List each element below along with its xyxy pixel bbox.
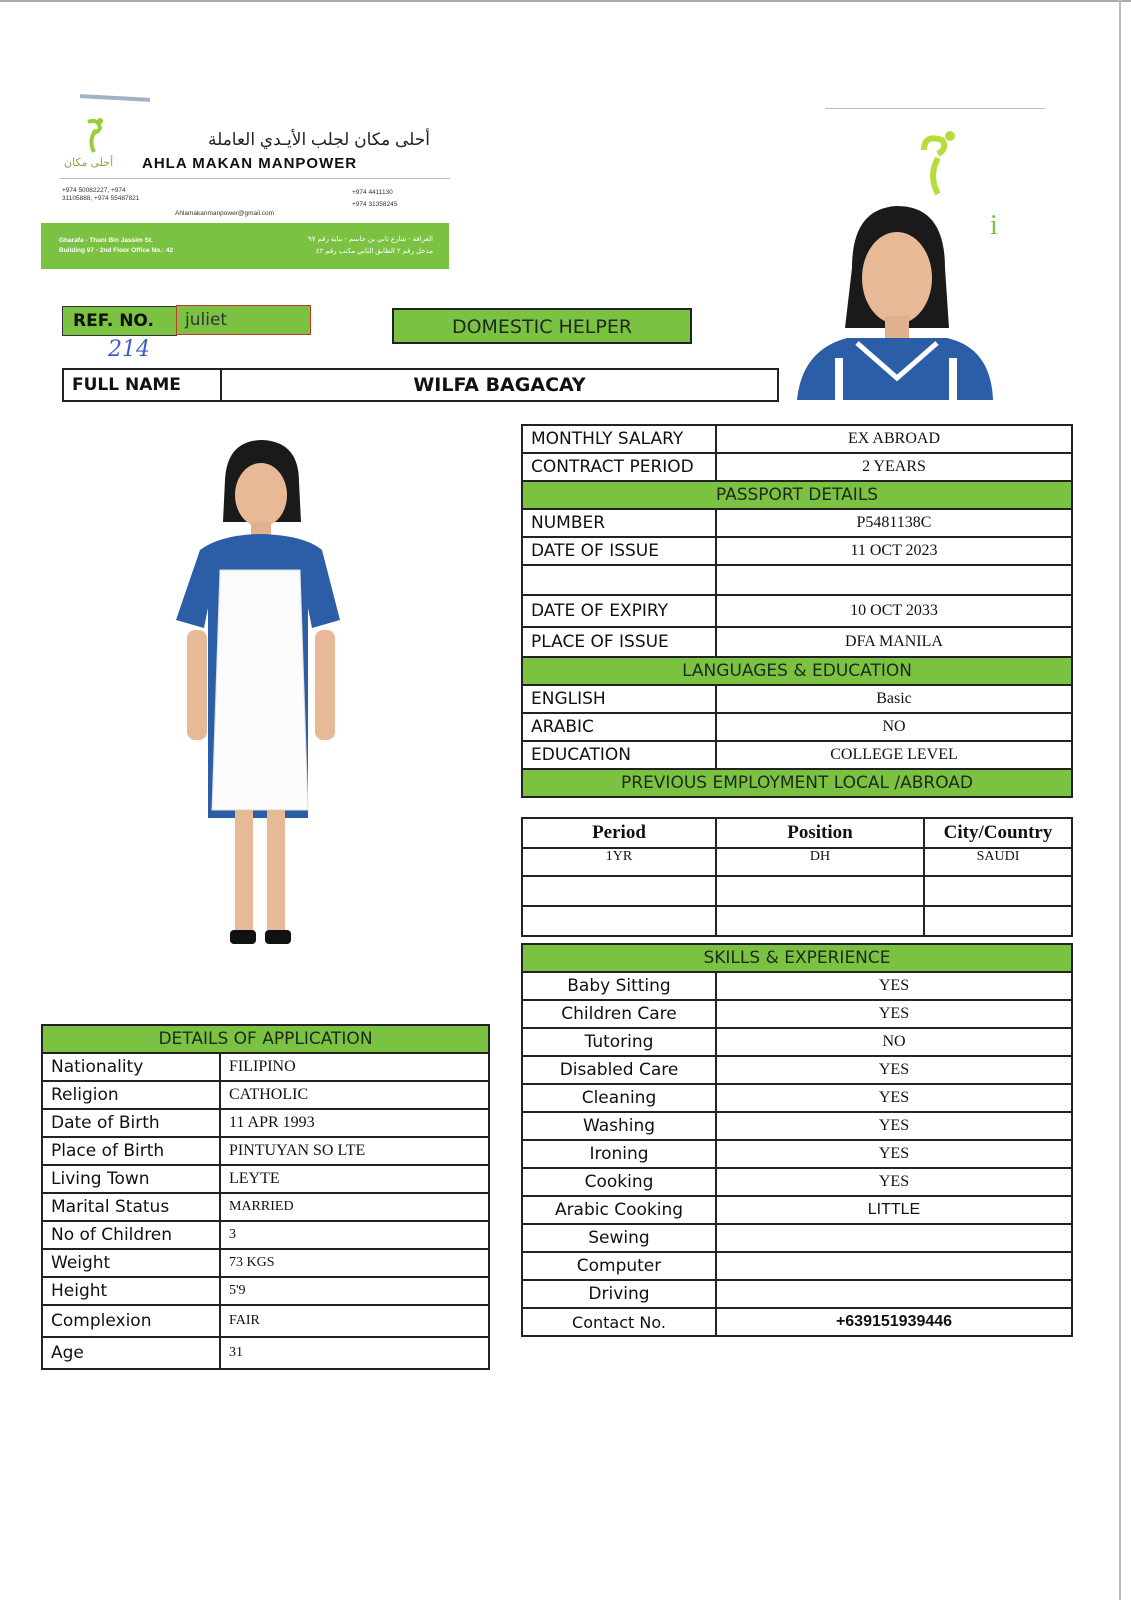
header-divider bbox=[60, 178, 450, 179]
skills-heading: SKILLS & EXPERIENCE bbox=[522, 944, 1072, 972]
empty-cell bbox=[924, 876, 1072, 906]
application-value: LEYTE bbox=[220, 1165, 489, 1193]
ref-label-box bbox=[62, 306, 177, 336]
salary-label: MONTHLY SALARY bbox=[522, 425, 716, 453]
ref-label: REF. NO. bbox=[73, 311, 154, 331]
skill-label: Ironing bbox=[522, 1140, 716, 1168]
application-label: Height bbox=[42, 1277, 220, 1305]
application-table bbox=[41, 1024, 490, 1370]
ref-value: juliet bbox=[185, 310, 228, 330]
employment-table bbox=[521, 817, 1073, 937]
company-name: AHLA MAKAN MANPOWER bbox=[142, 155, 358, 172]
application-value: FAIR bbox=[220, 1305, 489, 1337]
arabic-value: NO bbox=[716, 713, 1072, 741]
employment-col-city: City/Country bbox=[924, 818, 1072, 848]
application-label: Complexion bbox=[42, 1305, 220, 1337]
skill-label: Sewing bbox=[522, 1224, 716, 1252]
employment-heading: PREVIOUS EMPLOYMENT LOCAL /ABROAD bbox=[522, 769, 1072, 797]
full-name-value: WILFA BAGACAY bbox=[221, 369, 778, 401]
table-row bbox=[522, 848, 1072, 876]
job-title-box bbox=[392, 308, 692, 344]
skill-label: Computer bbox=[522, 1252, 716, 1280]
skills-table bbox=[521, 943, 1073, 1337]
employment-col-period: Period bbox=[522, 818, 716, 848]
skill-label: Washing bbox=[522, 1112, 716, 1140]
scan-edge-right bbox=[1119, 0, 1121, 1600]
salary-value: EX ABROAD bbox=[716, 425, 1072, 453]
scan-mark bbox=[80, 94, 150, 102]
photo-top-line bbox=[825, 108, 1045, 109]
address-ar-1: الغرافة - شارع ثاني بن جاسم - بناية رقم ٩٧ bbox=[307, 236, 433, 243]
contact-value: +639151939446 bbox=[716, 1308, 1072, 1336]
skill-value: YES bbox=[716, 1140, 1072, 1168]
empty-cell bbox=[716, 876, 924, 906]
skill-value bbox=[716, 1224, 1072, 1252]
skill-value: YES bbox=[716, 1084, 1072, 1112]
application-label: Marital Status bbox=[42, 1193, 220, 1221]
skill-value: YES bbox=[716, 1112, 1072, 1140]
languages-heading: LANGUAGES & EDUCATION bbox=[522, 657, 1072, 685]
skill-value: YES bbox=[716, 972, 1072, 1000]
empty-cell bbox=[522, 876, 716, 906]
address-en-2: Building 97 - 2nd Floor Office No.: 42 bbox=[59, 247, 174, 254]
company-arabic-name: أحلى مكان لجلب الأيـدي العاملة bbox=[207, 130, 430, 149]
skill-value: YES bbox=[716, 1056, 1072, 1084]
empty-cell bbox=[716, 565, 1072, 595]
application-label: Nationality bbox=[42, 1053, 220, 1081]
phone-numbers: +974 50082227, +974 31105888, +974 55487821 bbox=[62, 187, 140, 202]
application-value: 11 APR 1993 bbox=[220, 1109, 489, 1137]
application-value: MARRIED bbox=[220, 1193, 489, 1221]
full-name-label: FULL NAME bbox=[63, 369, 221, 401]
empty-cell bbox=[716, 906, 924, 936]
scan-edge-top bbox=[0, 0, 1131, 2]
application-value: 5'9 bbox=[220, 1277, 489, 1305]
skill-value: YES bbox=[716, 1168, 1072, 1196]
empty-cell bbox=[522, 565, 716, 595]
address-ar-2: مدخل رقم ٢ الطابق الثاني مكتب رقم ٤٢ bbox=[315, 248, 433, 255]
application-label: Age bbox=[42, 1337, 220, 1369]
skill-label: Children Care bbox=[522, 1000, 716, 1028]
english-value: Basic bbox=[716, 685, 1072, 713]
photo-mark: i bbox=[990, 210, 998, 241]
application-label: Place of Birth bbox=[42, 1137, 220, 1165]
skill-value: NO bbox=[716, 1028, 1072, 1056]
empty-cell bbox=[522, 906, 716, 936]
application-value: CATHOLIC bbox=[220, 1081, 489, 1109]
passport-number: P5481138C bbox=[716, 509, 1072, 537]
table-row bbox=[522, 876, 1072, 906]
place-of-issue-label: PLACE OF ISSUE bbox=[522, 627, 716, 657]
full-name-table bbox=[62, 368, 779, 402]
application-value: 73 KGS bbox=[220, 1249, 489, 1277]
passport-table bbox=[521, 424, 1073, 798]
job-row bbox=[522, 453, 1072, 481]
company-logo bbox=[60, 116, 135, 176]
skill-value: YES bbox=[716, 1000, 1072, 1028]
address-en-1: Gharafa - Thani Bin Jassim St. bbox=[59, 237, 153, 244]
passport-heading: PASSPORT DETAILS bbox=[522, 481, 1072, 509]
place-of-issue: DFA MANILA bbox=[716, 627, 1072, 657]
empty-cell bbox=[924, 906, 1072, 936]
skill-label: Tutoring bbox=[522, 1028, 716, 1056]
ref-value-box bbox=[176, 305, 311, 335]
application-value: 31 bbox=[220, 1337, 489, 1369]
issue-date-label: DATE OF ISSUE bbox=[522, 537, 716, 565]
application-label: Religion bbox=[42, 1081, 220, 1109]
job-row bbox=[522, 425, 1072, 453]
address-banner bbox=[41, 223, 449, 269]
skill-value bbox=[716, 1252, 1072, 1280]
contract-value: 2 YEARS bbox=[716, 453, 1072, 481]
education-value: COLLEGE LEVEL bbox=[716, 741, 1072, 769]
full-body-photo bbox=[165, 440, 355, 985]
employment-period: 1YR bbox=[522, 848, 716, 876]
passport-photo bbox=[797, 198, 993, 400]
skill-label: Disabled Care bbox=[522, 1056, 716, 1084]
skill-label: Cleaning bbox=[522, 1084, 716, 1112]
logo-figure-large-icon bbox=[910, 128, 970, 200]
passport-number-label: NUMBER bbox=[522, 509, 716, 537]
application-label: Weight bbox=[42, 1249, 220, 1277]
application-label: Date of Birth bbox=[42, 1109, 220, 1137]
english-label: ENGLISH bbox=[522, 685, 716, 713]
phone-right-2: +974 31358245 bbox=[352, 201, 398, 208]
skill-value bbox=[716, 1280, 1072, 1308]
contact-label: Contact No. bbox=[522, 1308, 716, 1336]
application-value: 3 bbox=[220, 1221, 489, 1249]
arabic-label: ARABIC bbox=[522, 713, 716, 741]
email: Ahlamakanmanpower@gmail.com bbox=[175, 210, 275, 217]
skill-label: Baby Sitting bbox=[522, 972, 716, 1000]
application-value: FILIPINO bbox=[220, 1053, 489, 1081]
logo-small-text: أحلى مكان bbox=[64, 157, 114, 169]
issue-date: 11 OCT 2023 bbox=[716, 537, 1072, 565]
job-title: DOMESTIC HELPER bbox=[451, 316, 633, 338]
application-label: Living Town bbox=[42, 1165, 220, 1193]
skill-label: Driving bbox=[522, 1280, 716, 1308]
expiry-date-label: DATE OF EXPIRY bbox=[522, 595, 716, 627]
skill-value: LITTLE bbox=[716, 1196, 1072, 1224]
contract-label: CONTRACT PERIOD bbox=[522, 453, 716, 481]
skill-label: Cooking bbox=[522, 1168, 716, 1196]
employment-position: DH bbox=[716, 848, 924, 876]
employment-city: SAUDI bbox=[924, 848, 1072, 876]
application-heading: DETAILS OF APPLICATION bbox=[42, 1025, 489, 1053]
ref-handwritten: 214 bbox=[108, 337, 150, 362]
phone-right-1: +974 4411130 bbox=[352, 189, 393, 196]
table-row bbox=[522, 906, 1072, 936]
education-label: EDUCATION bbox=[522, 741, 716, 769]
application-value: PINTUYAN SO LTE bbox=[220, 1137, 489, 1165]
application-label: No of Children bbox=[42, 1221, 220, 1249]
expiry-date: 10 OCT 2033 bbox=[716, 595, 1072, 627]
skill-label: Arabic Cooking bbox=[522, 1196, 716, 1224]
employment-col-position: Position bbox=[716, 818, 924, 848]
